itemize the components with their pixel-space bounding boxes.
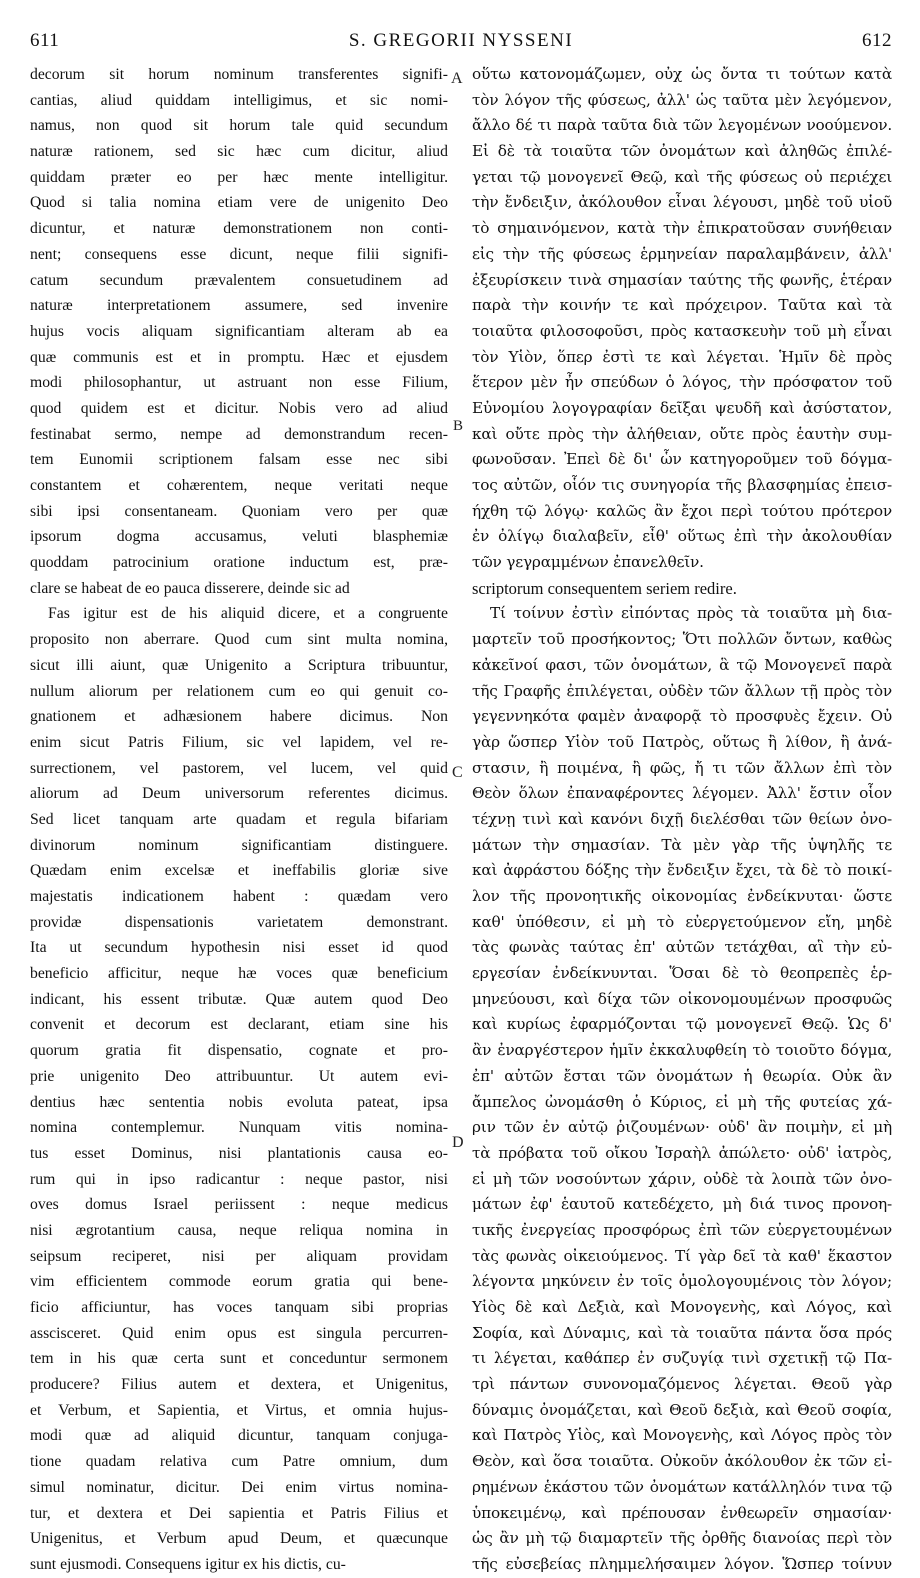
greek-text-line: τρὶ πάντων συνονομαζόμενος λέγεται. Θεοῦ γὰρ: [472, 1375, 892, 1394]
latin-text-line: dicuntur, et naturæ demonstrationem non conti-: [30, 220, 448, 238]
greek-text-line: τὸ σημαινόμενον, κατὰ τὴν ἐπικρατοῦσαν συνήθειαν: [472, 219, 892, 238]
greek-text-line: λέγοντα μηκύνειν ἐν τοῖς ὁμολογουμένοις τὸν λόγον;: [472, 1272, 892, 1291]
greek-text-line: κἀκεῖνοί φασι, τῶν ὀνομάτων, ἃ τῷ Μονογενεῖ παρὰ: [472, 655, 892, 674]
latin-text-line: seipsum reciperet, nisi per aliquam providam: [30, 1247, 448, 1265]
greek-text-line: οὕτω κατονομάζωμεν, οὐχ ὡς ὄντα τι τούτων κατὰ: [472, 65, 892, 83]
latin-text-line: surrectionem, vel pastorem, vel lucem, vel quid: [30, 759, 448, 777]
latin-text-line: ipsorum dogma accusamus, veluti blasphemiæ: [30, 528, 448, 546]
greek-text-line: φωνοῦσαν. Ἐπεὶ δὲ δι' ὧν κατηγοροῦμεν τοῦ δόγμα-: [472, 450, 892, 469]
latin-text-line: rum qui in ipso radicantur : neque pastor, nisi: [30, 1170, 448, 1188]
greek-text-line: καὶ κυρίως ἐφαρμόζονται τῷ μονογενεῖ Θεῷ. Ὡς δ': [472, 1015, 892, 1034]
latin-text-line: Fas igitur est de his aliquid dicere, et a congruente: [48, 605, 448, 623]
section-marker-c: C: [452, 764, 463, 781]
latin-text-line: quorum gratia fit dispensatio, cognate et pro-: [30, 1042, 448, 1060]
greek-text-line: μάτων τὴν σημασίαν. Τὰ μὲν γὰρ τῆς ὑψηλῆς τε: [472, 835, 892, 854]
greek-text-line: τὰ πρόβατα τοῦ οἴκου Ἰσραὴλ ἀπώλετο· οὐδ' ἰατρὸς,: [472, 1143, 892, 1162]
latin-text-line: quod quidem est et dicitur. Nobis vero ad aliud: [30, 399, 448, 417]
greek-text-line: ἂν ἐναργέστερον ἡμῖν ἐκκαλυφθείη τὸ τοιοῦτο δόγμα,: [472, 1041, 892, 1060]
latin-text-line: namus, non quod sit horum tale quid secundum: [30, 117, 448, 135]
greek-text-line: τῶν γεγραμμένων ἐπανελθεῖν.: [472, 553, 704, 572]
latin-text-line: oves domus Israel periissent : neque medicus: [30, 1196, 448, 1214]
greek-text-line: ρημένων ἑκάστου τῶν ὀνομάτων κατάλληλόν τινα τῷ: [472, 1477, 892, 1496]
latin-text-line: nent; consequens esse dicunt, neque filii signifi-: [30, 245, 448, 263]
latin-text-line: sibi ipsi consentaneam. Quoniam vero per quæ: [30, 502, 448, 520]
greek-text-line: στασιν, ἢ ποιμένα, ἢ φῶς, ἤ τι τῶν ἄλλων ἐπὶ τὸν: [472, 758, 892, 777]
left-page-number: 611: [30, 30, 60, 51]
greek-text-line: καὶ ἀφράστου δόξης τὴν ἔνδειξιν ἔχει, τὰ δὲ τὸ ποικί-: [472, 861, 892, 880]
greek-text-line: καὶ Πατρὸς Υἱὸς, καὶ Μονογενὴς, καὶ Λόγος πρὸς τὸν: [472, 1426, 892, 1445]
latin-text-line: cantias, aliud quiddam intelligimus, et sic nomi-: [30, 91, 448, 109]
latin-text-line: prie unigenito Deo attribuuntur. Ut autem evi-: [30, 1067, 448, 1085]
greek-text-line: τέχνῃ τινὶ καὶ κανόνι διχῇ διελέσθαι τῶν θείων ὀνο-: [472, 809, 892, 828]
latin-text-line: Ita ut secundum hypothesin nisi esset id quod: [30, 939, 448, 957]
latin-text-line: Quod si talia nomina etiam vere de unigenito Deo: [30, 194, 448, 212]
latin-text-line: asscisceret. Quid enim opus est singula percurren-: [30, 1324, 448, 1342]
greek-text-line: Υἱὸς δὲ καὶ Δεξιὰ, καὶ Μονογενὴς, καὶ Λόγος, καὶ: [472, 1298, 892, 1316]
latin-text-line: tus esset Dominus, nisi plantationis causa eo-: [30, 1144, 448, 1162]
latin-text-line: clare se habeat de eo pauca disserere, deinde sic ad: [30, 579, 350, 597]
greek-text-line: scriptorum consequentem seriem redire.: [472, 578, 737, 598]
latin-text-line: naturæ interpretationem assumere, sed invenire: [30, 297, 448, 315]
latin-text-line: Sed licet tanquam arte quadam et regula bifariam: [30, 810, 448, 828]
greek-text-line: καθ' ὑπόθεσιν, εἰ μὴ τὸ εὐεργετούμενον εἴη, μηδὲ: [472, 912, 892, 931]
greek-text-line: τοιαῦτα φιλοσοφοῦσι, πρὸς κατασκευὴν τοῦ μὴ εἶναι: [472, 321, 892, 340]
latin-text-line: hujus vocis aliquam significantiam alteram ab ea: [30, 322, 448, 340]
greek-text-line: Σοφία, καὶ Δύναμις, καὶ τὰ τοιαῦτα πάντα ὅσα πρός: [472, 1323, 892, 1342]
latin-text-line: naturæ rationem, sed sic hæc cum dicitur, aliud: [30, 143, 448, 161]
latin-text-line: festinabat sermo, nempe ad demonstrandum recen-: [30, 425, 448, 443]
greek-text-line: εργεσίαν ἐνδείκνυνται. Ὅσαι δὲ τὸ θεοπρεπὲς ἑρ-: [472, 964, 892, 983]
latin-text-line: dentius hæc sententia nobis evoluta pateat, ipsa: [30, 1093, 448, 1111]
greek-text-line: γεγεννηκότα φαμὲν ἀναφορᾷ τὸ προσφυὲς ἔχειν. Οὐ: [472, 707, 892, 726]
right-page-number: 612: [862, 30, 892, 51]
latin-text-line: convenit et decorum est declarant, etiam sine his: [30, 1016, 448, 1034]
latin-text-line: Unigenitus, et Verbum apud Deum, et quæcunque: [30, 1530, 448, 1548]
latin-text-line: constantem et cohærentem, neque veritati neque: [30, 477, 448, 494]
latin-text-line: beneficio afficitur, neque hæ voces quæ beneficium: [30, 965, 448, 983]
greek-text-line: Θεὸν, καὶ ὅσα τοιαῦτα. Οὐκοῦν ἀκόλουθον ἐκ τῶν εἰ-: [472, 1452, 892, 1471]
latin-text-line: nullum aliorum per relationem cum eo qui genuit co-: [30, 682, 448, 700]
greek-text-line: ἐν ὀλίγῳ διαλαβεῖν, εἶθ' οὕτως ἐπὶ τὴν ἀκολουθίαν: [472, 527, 892, 546]
section-marker-d: D: [452, 1134, 464, 1151]
greek-text-line: τὸν λόγον τῆς φύσεως, ἀλλ' ὡς ταῦτα μὲν λεγόμενον,: [472, 90, 892, 109]
greek-text-line: γεται τῷ μονογενεῖ Θεῷ, καὶ τῆς φύσεως οὐ περιέχει: [472, 167, 892, 186]
latin-text-line: aliorum ad Deum universorum referentes dicimus.: [30, 785, 448, 803]
greek-text-line: ριν τῶν ἐν αὐτῷ ῥιζουμένων· οὐδ' ἂν ποιμὴν, εἰ μὴ: [472, 1118, 892, 1137]
greek-text-line: ἐπ' αὐτῶν ἔσται τῶν ὀνομάτων ἡ θεωρία. Οὐκ ἂν: [472, 1066, 892, 1085]
latin-text-line: tem in his quæ certa sunt et conceduntur sermonem: [30, 1350, 448, 1368]
greek-text-line: τὰς φωνὰς οἰκειούμενος. Τί γὰρ δεῖ τὰ καθ' ἕκαστον: [472, 1246, 892, 1265]
latin-text-line: tione quadam relativa cum Patre omnium, dum: [30, 1453, 448, 1471]
greek-text-line: ἐξευρίσκειν τινὰ σημασίαν ταύτης τῆς φωνῆς, ἑτέραν: [472, 270, 892, 289]
greek-text-line: ἕτερον μὲν ἦν σπεύδων ὁ λόγος, τὴν πρόσφατον τοῦ: [472, 373, 892, 392]
section-marker-a: A: [451, 70, 463, 87]
latin-text-line: ficio afficiuntur, has voces tanquam sibi proprias: [30, 1299, 448, 1316]
greek-text-line: ἄμπελος ὠνομάσθη ὁ Κύριος, εἰ μὴ τῆς φυτείας χά-: [472, 1092, 892, 1111]
greek-text-line: ἄλλο δέ τι παρὰ ταῦτα διὰ τῶν λεγομένων νοούμενον.: [472, 116, 892, 135]
greek-text-line: τὴν ἔνδειξιν, ἀκόλουθον εἶναι λέγουσι, μηδὲ τοῦ υἱοῦ: [472, 193, 892, 212]
latin-text-line: simul nominatur, dicitur. Dei enim virtus nomina-: [30, 1478, 448, 1496]
latin-text-line: producere? Filius autem et dextera, et Unigenitus,: [30, 1376, 448, 1394]
latin-text-line: indicant, his essent tributæ. Quæ autem quod Deo: [30, 990, 448, 1008]
latin-text-line: vim efficientem commode eorum gratia qui bene-: [30, 1273, 448, 1291]
greek-text-line: τὰς φωνὰς ταύτας ἐπ' αὐτῶν τετάχθαι, αἳ τὴν εὐ-: [472, 938, 892, 957]
latin-text-line: nomina contemplemur. Nunquam vitis nomina-: [30, 1119, 448, 1137]
latin-text-line: quoddam patrocinium oratione inductum est, præ-: [30, 554, 448, 572]
greek-text-line: ὑποκειμένῳ, καὶ πρέπουσαν ἐνθεωρεῖν σημασίαν·: [472, 1503, 892, 1522]
latin-text-line: divinorum nominum significantiam distinguere.: [30, 836, 448, 854]
latin-text-line: sunt ejusmodi. Consequens igitur ex his dictis, cu-: [30, 1555, 346, 1573]
greek-text-line: γὰρ ὥσπερ Υἱὸν τοῦ Πατρὸς, οὕτως ἢ λίθον, ἢ ἀνά-: [472, 732, 892, 751]
latin-text-line: quæ communis est et in promptu. Hæc et ejusdem: [30, 348, 448, 366]
latin-text-line: modi philosophantur, ut astruant non esse Filium,: [30, 374, 448, 392]
greek-text-line: ήχθη τῷ λόγῳ· καλῶς ἂν ἔχοι περὶ τούτου πρότερον: [472, 501, 892, 520]
running-title: S. GREGORII NYSSENI: [348, 30, 574, 51]
greek-text-line: εἰς τὴν τῆς φύσεως ἑρμηνείαν παραλαμβάνειν, ἀλλ': [472, 244, 892, 263]
latin-text-line: nisi ægrotantium causa, neque reliqua nomina in: [30, 1221, 448, 1239]
greek-text-line: Τί τοίνυν ἐστὶν εἰπόντας πρὸς τὰ τοιαῦτα μὴ δια-: [490, 604, 892, 623]
latin-text-line: et Verbum, et Sapientia, et Virtus, et omnia hujus-: [30, 1401, 448, 1419]
latin-text-line: providæ dispensationis varietatem demonstrant.: [30, 913, 448, 931]
latin-text-line: decorum sit horum nominum transferentes signifi-: [30, 66, 448, 83]
latin-text-line: modi quæ ad aliquid dicuntur, tanquam conjuga-: [30, 1427, 448, 1445]
greek-text-line: καὶ οὔτε πρὸς τὴν ἀλήθειαν, οὔτε πρὸς ἑαυτὴν συμ-: [472, 424, 892, 443]
greek-column: [472, 62, 892, 1573]
section-marker-b: B: [453, 418, 464, 434]
greek-text-line: λον τῆς προνοητικῆς οἰκονομίας ἐνδείκνυται· ὥστε: [472, 887, 892, 905]
latin-text-line: gnationem et adhæsionem habere dicimus. Non: [30, 708, 448, 726]
greek-text-line: τῆς εὐσεβείας πλημμελήσαιμεν λόγον. Ὥσπερ τοίνυν: [472, 1554, 892, 1573]
greek-text-line: Εὐνομίου λογογραφίαν δεῖξαι ψευδῆ καὶ ἀσύστατον,: [472, 398, 892, 417]
greek-text-line: τος αὐτῶν, οἷόν τις συνηγορία τῆς βλασφημίας ἐπεισ-: [472, 476, 892, 494]
latin-column: [30, 62, 448, 1573]
latin-text-line: catum secundum prævalentem consuetudinem ad: [30, 271, 448, 289]
greek-text-line: μηνεύουσι, καὶ δίχα τῶν οἰκονομουμένων προσφυῶς: [472, 989, 892, 1008]
latin-text-line: tem Eunomii scriptionem falsam esse nec sibi: [30, 451, 448, 469]
running-header: [30, 30, 892, 56]
greek-text-line: τὸν Υἱὸν, ὅπερ ἐστὶ τε καὶ λέγεται. Ἡμῖν δὲ πρὸς: [472, 347, 892, 366]
greek-text-line: παρὰ τὴν κοινήν τε καὶ πρόχειρον. Ταῦτα καὶ τὰ: [472, 296, 892, 315]
greek-text-line: τι λέγεται, καθάπερ ἐν συζυγίᾳ τινὶ σχετικῇ τῷ Πα-: [472, 1349, 892, 1368]
greek-text-line: ὡς ἂν μὴ τῷ διαμαρτεῖν τῆς ὀρθῆς διανοίας περὶ τὸν: [472, 1529, 892, 1548]
latin-text-line: sicut illi aiunt, quæ Unigenito a Scriptura tribuuntur,: [30, 656, 448, 674]
greek-text-line: τικῆς ἐνεργείας προσφόρως ἐπὶ τῶν εὐεργετουμένων: [472, 1220, 892, 1239]
greek-text-line: εἰ μὴ τῶν νοσούντων χάριν, οὐδὲ τὰ λοιπὰ τῶν ὀνο-: [472, 1169, 892, 1188]
greek-text-line: τῆς Γραφῆς ἐπιλέγεται, οὐδὲν τῶν ἄλλων τῇ πρὸς τὸν: [472, 681, 892, 700]
latin-text-line: tur, et dextera et Dei sapientia et Patris Filius et: [30, 1504, 448, 1522]
latin-text-line: enim sicut Patris Filium, sic vel lapidem, vel re-: [30, 733, 448, 751]
greek-text-line: μάτων ἐφ' ἑαυτοῦ κατεδέχετο, μὴ διά τινος προνοη-: [472, 1195, 892, 1214]
greek-text-line: δύναμις ὀνομάζεται, καὶ Θεοῦ δεξιὰ, καὶ Θεοῦ σοφία,: [472, 1400, 892, 1419]
greek-text-line: Εἰ δὲ τὰ τοιαῦτα τῶν ὀνομάτων καὶ ἀληθῶς ἐπιλέ-: [472, 142, 892, 161]
latin-text-line: quiddam præter eo per hæc mente intelligitur.: [30, 168, 448, 186]
latin-text-line: proposito non aberrare. Quod cum sint multa nomina,: [30, 631, 448, 649]
latin-text-line: majestatis indicationem habent : quædam vero: [30, 888, 448, 905]
greek-text-line: Θεὸν ὅλων ἐπαναφέροντες λέγομεν. Ἀλλ' ἔστιν οἷον: [472, 784, 892, 803]
latin-text-line: Quædam enim excelsæ et ineffabilis gloriæ sive: [30, 862, 448, 880]
greek-text-line: μαρτεῖν τοῦ προσήκοντος; Ὅτι πολλῶν ὄντων, καθὼς: [472, 630, 892, 649]
